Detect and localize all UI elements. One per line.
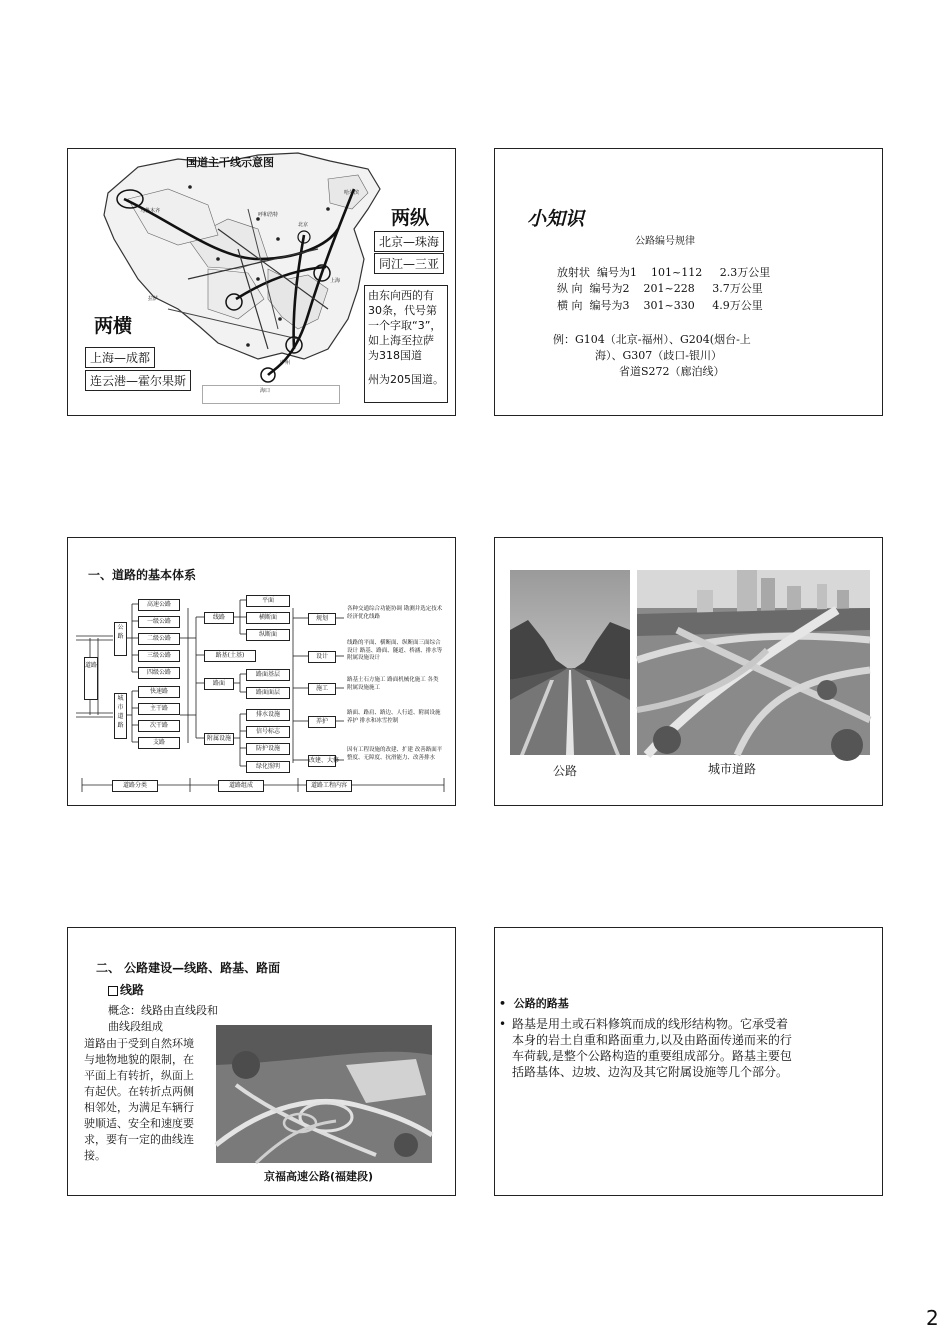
grade-box: 高速公路: [138, 599, 180, 611]
work-box: 设计: [308, 651, 336, 663]
subgrade-line: 路基是用土或石料修筑而成的线形结构物。它承受着: [512, 1017, 789, 1031]
slide3-title: 一、道路的基本体系: [88, 568, 197, 582]
example-line-2: 海）、G307（歧口-银川）: [595, 349, 722, 362]
slide5-title: 二、 公路建设—线路、路基、路面: [96, 961, 281, 975]
urban-grade-box: 快速路: [138, 686, 180, 698]
body-line: 与地物地貌的限制，在: [84, 1053, 194, 1066]
work-note: 因有工程设施的改建、扩建 改善路面平整度、无障度、抗滑能力、改善排水: [347, 747, 443, 761]
knowledge-heading: 小知识: [527, 208, 585, 230]
east-west-note-text: 由东向西的有30条，代号第一个字取“3”，如上海至拉萨为318国道: [368, 289, 442, 362]
route-part-box: 纵断面: [246, 629, 290, 641]
east-west-note-overflow: 州为205国道。: [368, 373, 444, 386]
route-box-tongjiang-sanya: 同江—三亚: [374, 253, 444, 274]
subgrade-heading: 公路的路基: [513, 997, 569, 1010]
liang-zong-heading: 两纵: [391, 207, 430, 229]
row-range: 201~228: [643, 282, 695, 295]
body-line: 接。: [84, 1149, 106, 1162]
work-note: 各种交通综合功能协调 勘测并选定技术经济优化线路: [347, 606, 443, 620]
map-label-shanghai: 上海: [330, 278, 341, 284]
component-box: 路面: [204, 678, 234, 690]
body-line: 相邻处，为满足车辆行: [84, 1101, 194, 1114]
route-box-shanghai-chengdu: 上海—成都: [85, 347, 155, 368]
east-west-note: [364, 285, 448, 403]
row-kind: 横 向: [557, 299, 583, 312]
row-range: 301~330: [643, 299, 695, 312]
facility-part-box: 绿化照明: [246, 761, 290, 773]
map-label-guangzhou: 广州: [280, 360, 291, 366]
bullet-dot-icon: •: [499, 997, 514, 1010]
slide-route-construction: [67, 927, 456, 1196]
map-label-harbin: 哈尔滨: [344, 190, 360, 196]
numbering-row: [557, 264, 770, 280]
work-note: 路基土石方施工 路面机械化施工 各类附属设施施工: [347, 677, 439, 691]
photo-caption: 京福高速公路(福建段): [264, 1170, 374, 1183]
subgrade-bullet-2: [499, 1016, 792, 1080]
grade-box: 二级公路: [138, 633, 180, 645]
slide-numbering-rules: [494, 148, 883, 416]
row-length: 2.3万公里: [719, 266, 771, 279]
subgrade-line: 车荷载,是整个公路构造的重要组成部分。路基主要包: [512, 1049, 792, 1063]
empty-caption-box: [202, 385, 340, 404]
facility-part-box: 排水设施: [246, 709, 290, 721]
body-line: 平面上有转折，纵面上: [84, 1069, 194, 1082]
route-box-beijing-zhuhai: 北京—珠海: [374, 231, 444, 252]
urban-grade-box: 主干路: [138, 703, 180, 715]
square-bullet-icon: [108, 986, 118, 996]
numbering-subtitle: 公路编号规律: [635, 236, 695, 247]
concept-line-2: 曲线段组成: [108, 1020, 163, 1033]
branch-box-highway: 公路: [114, 622, 127, 656]
example-line-1: 例：G104（北京-福州）、G204(烟台-上: [553, 333, 751, 346]
work-box: 规划: [308, 613, 336, 625]
grade-box: 四级公路: [138, 667, 180, 679]
highway-photo: [510, 570, 630, 755]
body-line: 道路由于受到自然环境: [84, 1037, 194, 1050]
jingfu-expressway-photo: [216, 1025, 432, 1163]
route-body-text: [84, 1036, 194, 1164]
page-number: 2: [926, 1306, 939, 1330]
root-box-road: 道路: [84, 657, 98, 700]
numbering-row: [557, 280, 763, 296]
map-label-hohhot: 呼和浩特: [258, 212, 279, 218]
component-box: 线路: [204, 612, 234, 624]
subgrade-line: 括路基体、边坡、边沟及其它附属设施等几个部分。: [512, 1065, 789, 1079]
component-box: 附属设施: [204, 733, 234, 745]
slide-road-system: [67, 537, 456, 806]
bullet-dot-icon: •: [499, 1017, 507, 1031]
row-length: 4.9万公里: [712, 299, 763, 312]
liang-heng-heading: 两横: [94, 315, 133, 337]
subgrade-bullet-1: [499, 995, 569, 1011]
urban-road-photo: [637, 570, 870, 755]
route-bullet-text: 线路: [120, 983, 145, 997]
urban-grade-box: 支路: [138, 737, 180, 749]
row-code: 编号为1: [597, 266, 637, 279]
route-box-lianyungang-horgos: 连云港—霍尔果斯: [85, 370, 191, 391]
numbering-row: [557, 297, 763, 313]
row-kind: 放射状: [557, 266, 590, 279]
component-box: 路基(土基): [204, 650, 256, 662]
facility-part-box: 信号标志: [246, 726, 290, 738]
branch-box-urban: 城市道路: [114, 693, 127, 739]
map-label-beijing: 北京: [298, 222, 309, 228]
row-length: 3.7万公里: [712, 282, 763, 295]
work-box: 改建、大修: [308, 755, 336, 767]
map-label-haikou: 海口: [260, 388, 271, 394]
work-box: 养护: [308, 716, 336, 728]
caption-urban-road: 城市道路: [708, 762, 757, 776]
grade-box: 一级公路: [138, 616, 180, 628]
row-kind: 纵 向: [557, 282, 583, 295]
grade-box: 三级公路: [138, 650, 180, 662]
row-range: 101~112: [651, 266, 703, 279]
urban-grade-box: 次干路: [138, 720, 180, 732]
footer-box: 道路分类: [112, 780, 158, 792]
slide-subgrade: [494, 927, 883, 1196]
body-line: 有起伏。在转折点两侧: [84, 1085, 194, 1098]
footer-box: 道路组成: [218, 780, 264, 792]
concept-line-1: 概念：线路由直线段和: [108, 1004, 218, 1017]
pavement-part-box: 路面面层: [246, 687, 290, 699]
subgrade-line: 本身的岩土自重和路面重力,以及由路面传递而来的行: [512, 1033, 792, 1047]
caption-highway: 公路: [553, 764, 578, 778]
slide-highway-map: [67, 148, 456, 416]
work-note: 路面、路肩、路边、人行道、附属设施养护 排水和冰雪控制: [347, 710, 441, 724]
row-code: 编号为2: [589, 282, 630, 295]
route-bullet: [108, 981, 144, 998]
work-note: 线路的平面、横断面、纵断面三面综合设计 路基、路面、隧道、桥涵、排水等附属设施设计: [347, 640, 443, 661]
facility-part-box: 防护设施: [246, 743, 290, 755]
map-label-urumqi: 乌鲁木齐: [140, 208, 161, 214]
body-line: 求，要有一定的曲线连: [84, 1133, 194, 1146]
work-box: 施工: [308, 683, 336, 695]
map-title: 国道主干线示意图: [186, 156, 274, 169]
example-line-3: 省道S272（廊泊线）: [619, 365, 725, 378]
pavement-part-box: 路面基层: [246, 669, 290, 681]
body-line: 驶顺适、安全和速度要: [84, 1117, 194, 1130]
footer-box: 道路工程内容: [306, 780, 352, 792]
map-label-lhasa: 拉萨: [148, 296, 159, 302]
row-code: 编号为3: [589, 299, 630, 312]
route-part-box: 横断面: [246, 612, 290, 624]
route-part-box: 平面: [246, 595, 290, 607]
slide-road-photos: [494, 537, 883, 806]
